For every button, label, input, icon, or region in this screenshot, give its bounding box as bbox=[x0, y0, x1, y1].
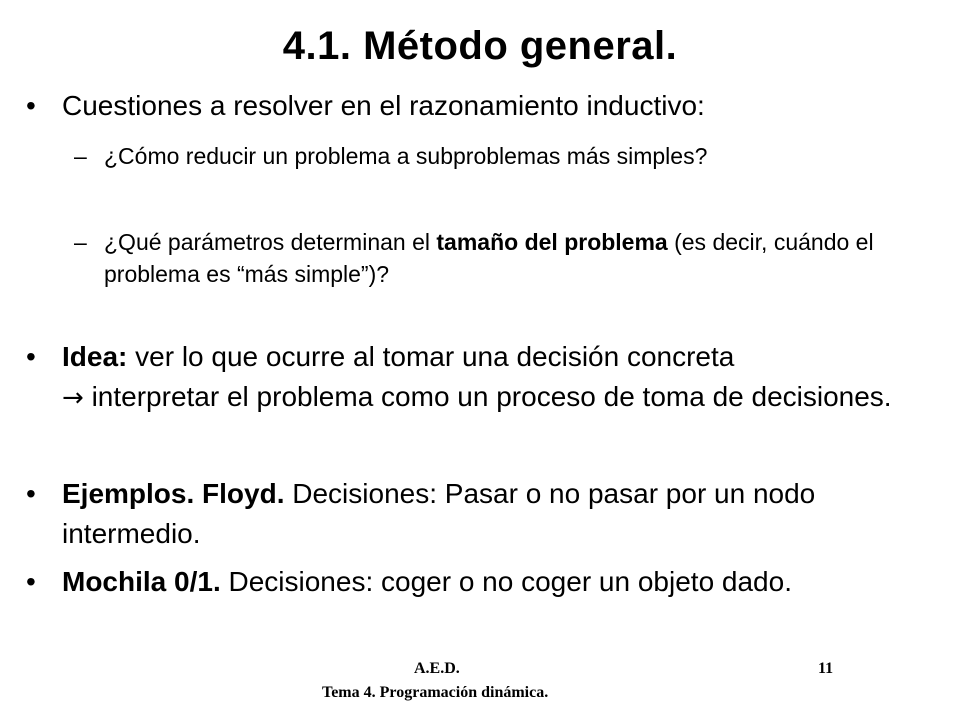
bullet-bold-label: Mochila 0/1. bbox=[62, 566, 221, 597]
dash-icon: – bbox=[74, 229, 87, 255]
bullet-icon: • bbox=[26, 341, 36, 372]
bullet-bold-label: Ejemplos. Floyd. bbox=[62, 478, 285, 509]
bullet-item-knapsack bbox=[26, 562, 926, 602]
footer-topic: Tema 4. Programación dinámica. bbox=[322, 684, 549, 701]
slide-title: 4.1. Método general. bbox=[282, 24, 678, 68]
bullet-icon: • bbox=[26, 90, 36, 121]
bullet-text bbox=[62, 562, 926, 602]
footer-course: A.E.D. bbox=[414, 660, 460, 677]
footer-page-number: 11 bbox=[818, 660, 834, 677]
subitem-text: ¿Cómo reducir un problema a subproblemas más simples? bbox=[104, 143, 708, 169]
dash-icon: – bbox=[74, 143, 87, 169]
bullet-bold-label: Idea: bbox=[62, 341, 128, 372]
bullet-item-questions bbox=[26, 86, 926, 126]
bullet-icon: • bbox=[26, 566, 36, 597]
subitem-text bbox=[104, 226, 904, 290]
bullet-item-floyd bbox=[26, 474, 926, 554]
bullet-item-idea bbox=[26, 337, 926, 418]
bullet-text: Cuestiones a resolver en el razonamiento inductivo: bbox=[62, 90, 705, 121]
subitem-text-after: (es decir, cuándo el problema es “más simple”)? bbox=[104, 229, 874, 287]
bullet-text-after: Decisiones: Pasar o no pasar por un nodo intermedio. bbox=[62, 478, 816, 549]
subitem-text-before: ¿Qué parámetros determinan el bbox=[104, 229, 437, 255]
right-arrow-icon: → bbox=[62, 383, 84, 413]
bullet-text bbox=[62, 337, 926, 418]
subitem-text-bold: tamaño del problema bbox=[436, 229, 668, 255]
subitem-reduce-problem bbox=[74, 140, 904, 172]
bullet-text-after2: interpretar el problema como un proceso de toma de decisiones. bbox=[83, 381, 892, 412]
subitem-problem-size bbox=[74, 226, 904, 290]
bullet-icon: • bbox=[26, 478, 36, 509]
bullet-text-after: Decisiones: coger o no coger un objeto dado. bbox=[220, 566, 792, 597]
bullet-text bbox=[62, 474, 926, 554]
bullet-text-after: ver lo que ocurre al tomar una decisión concreta bbox=[127, 341, 735, 372]
